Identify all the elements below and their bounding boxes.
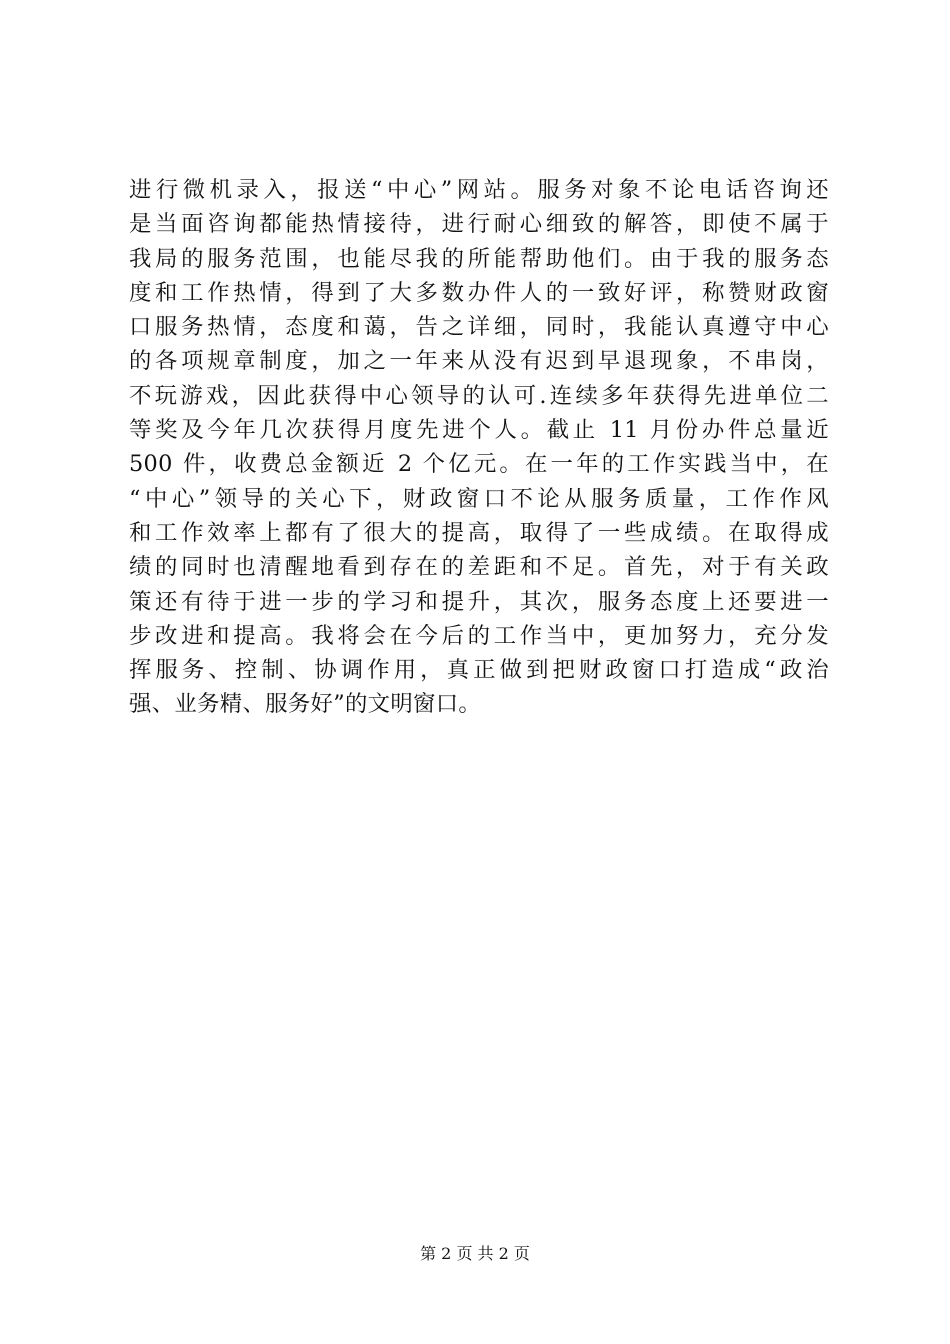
- text-line: 绩的同时也清醒地看到存在的差距和不足。首先，对于有关政: [129, 554, 829, 581]
- text-line: 我局的服务范围，也能尽我的所能帮助他们。由于我的服务态: [129, 245, 829, 272]
- text-line: 不玩游戏，因此获得中心领导的认可.连续多年获得先进单位二: [129, 382, 829, 409]
- text-line: 步改进和提高。我将会在今后的工作当中，更加努力，充分发: [129, 622, 829, 649]
- text-line: 的各项规章制度，加之一年来从没有迟到早退现象，不串岗，: [129, 348, 829, 375]
- text-line: 口服务热情，态度和蔼，告之详细，同时，我能认真遵守中心: [129, 314, 829, 341]
- text-line: 挥服务、控制、协调作用，真正做到把财政窗口打造成“政治: [129, 657, 829, 684]
- text-line: 是当面咨询都能热情接待，进行耐心细致的解答，即使不属于: [129, 211, 829, 238]
- text-line: 策还有待于进一步的学习和提升，其次，服务态度上还要进一: [129, 588, 829, 615]
- text-line: 等奖及今年几次获得月度先进个人。截止 11 月份办件总量近: [129, 417, 829, 444]
- text-line: 强、业务精、服务好”的文明窗口。: [129, 691, 482, 718]
- text-line: 和工作效率上都有了很大的提高，取得了一些成绩。在取得成: [129, 519, 829, 546]
- text-line: 500 件，收费总金额近 2 个亿元。在一年的工作实践当中，在: [129, 451, 829, 478]
- text-line: 度和工作热情，得到了大多数办件人的一致好评，称赞财政窗: [129, 279, 829, 306]
- text-line: “中心”领导的关心下，财政窗口不论从服务质量，工作作风: [129, 485, 829, 512]
- body-paragraph: [129, 173, 829, 722]
- page-number-footer: 第 2 页 共 2 页: [420, 1244, 530, 1263]
- text-line: 进行微机录入，报送“中心”网站。服务对象不论电话咨询还: [129, 177, 829, 203]
